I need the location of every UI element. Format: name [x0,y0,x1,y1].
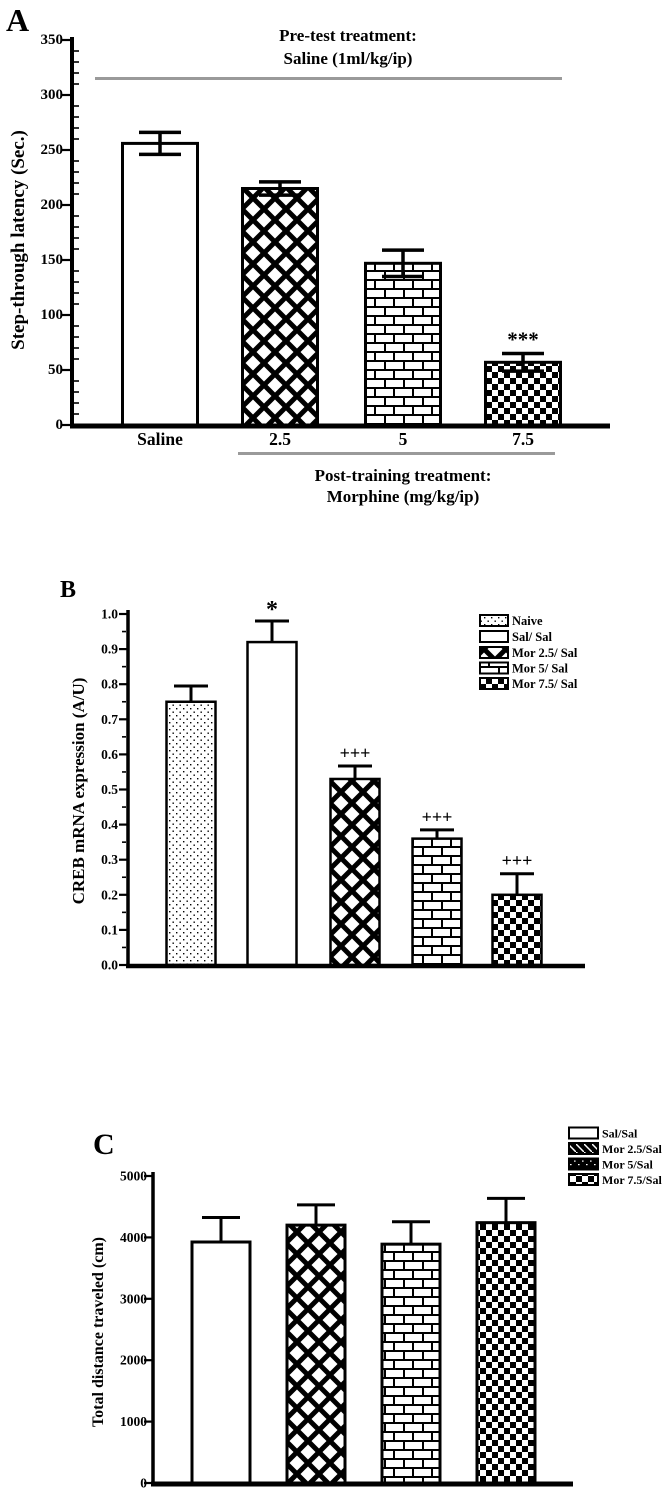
y-tick-label: 0.2 [101,887,118,903]
legend-swatch-naive [480,615,508,626]
x-category-label-7.5: 7.5 [512,429,534,449]
significance-marker: +++ [501,850,533,871]
error-bar-mor-2.5-sal [338,766,372,779]
error-bar-mor-5-sal [420,830,454,839]
legend-swatch-mor-5-sal [569,1159,598,1170]
panel-b-letter: B [60,577,77,603]
x-category-label-saline: Saline [137,429,183,449]
legend-label-mor-5-sal: Mor 5/Sal [602,1157,653,1172]
panel-c-y-ticks [120,1169,152,1491]
bar-saline [123,143,198,425]
legend-swatch-mor-7.5-sal [480,678,508,689]
error-bar-mor-2.5-sal [297,1205,335,1225]
y-tick-label: 250 [40,142,63,158]
error-bar-mor-5-sal [392,1222,430,1244]
legend-swatch-sal-sal [569,1128,598,1139]
y-tick-label: 0 [55,417,63,433]
bar-mor-5-sal [382,1244,440,1483]
error-bar-mor-7.5-sal [500,874,534,895]
y-tick-label: 2000 [120,1352,147,1368]
panel-a-y-axis-title: Step-through latency (Sec.) [8,130,29,350]
panel-a-title-line1: Pre-test treatment: [279,26,417,45]
y-tick-label: 0.9 [101,641,118,657]
y-tick-label: 150 [40,252,63,268]
panel-a [41,32,611,449]
panel-c [120,1127,662,1491]
panel-a-letter: A [6,2,30,38]
posttraining-group-rule [238,452,555,455]
legend-swatch-mor-7.5-sal [569,1174,598,1185]
bar-mor-2.5-sal [287,1225,345,1483]
bar-5 [366,263,441,425]
bar-2.5 [243,189,318,426]
x-category-label-2.5: 2.5 [269,429,291,449]
x-category-label-5: 5 [398,429,408,449]
y-tick-label: 0 [140,1475,147,1491]
y-tick-label: 300 [40,87,63,103]
y-tick-label: 1000 [120,1414,147,1430]
y-tick-label: 350 [40,32,63,48]
pretest-group-rule [95,77,562,80]
y-tick-label: 0.7 [101,711,118,727]
legend-label-mor-7.5-sal: Mor 7.5/ Sal [512,677,578,691]
panel-c-y-axis-title: Total distance traveled (cm) [90,1236,107,1428]
y-tick-label: 5000 [120,1168,147,1184]
bar-mor-2.5-sal [331,779,380,965]
y-tick-label: 100 [40,307,63,323]
panel-b-legend [480,614,578,691]
legend-label-sal-sal: Sal/ Sal [512,630,552,644]
legend-label-sal-sal: Sal/Sal [602,1126,638,1141]
bar-naive [167,702,216,965]
significance-marker: +++ [339,742,371,763]
significance-marker: +++ [421,806,453,827]
y-tick-label: 0.8 [101,676,118,692]
bar-mor-7.5-sal [477,1223,535,1483]
y-tick-label: 4000 [120,1229,147,1245]
panel-b-y-axis-title: CREB mRNA expression (A/U) [69,677,88,905]
legend-label-naive: Naive [512,614,543,628]
panel-b-y-ticks [101,607,127,973]
panel-a-title-line2: Saline (1ml/kg/ip) [283,49,413,68]
panel-b [101,597,585,972]
legend-swatch-mor-5-sal [480,663,508,674]
significance-marker: *** [507,327,539,352]
legend-swatch-mor-2.5-sal [569,1143,598,1154]
bar-mor-5-sal [413,839,462,965]
bar-mor-7.5-sal [493,895,542,965]
y-tick-label: 0.0 [101,957,118,973]
y-tick-label: 0.6 [101,746,118,762]
bar-sal-sal [192,1242,250,1483]
y-tick-label: 200 [40,197,63,213]
y-tick-label: 3000 [120,1291,147,1307]
error-bar-sal-sal [202,1217,240,1242]
panel-a-footer-line2: Morphine (mg/kg/ip) [326,487,480,506]
y-tick-label: 0.3 [101,852,118,868]
panel-a-footer-line1: Post-training treatment: [314,466,492,485]
bar-sal-sal [248,642,297,965]
y-tick-label: 50 [48,362,63,378]
panel-c-letter: C [93,1128,115,1161]
legend-label-mor-2.5-sal: Mor 2.5/Sal [602,1142,662,1156]
y-tick-label: 0.4 [101,817,118,833]
significance-marker: * [266,597,278,624]
panel-c-legend [569,1127,662,1188]
legend-label-mor-7.5-sal: Mor 7.5/Sal [602,1173,662,1187]
legend-swatch-sal-sal [480,631,508,642]
error-bar-naive [174,686,208,702]
y-tick-label: 0.5 [101,782,118,797]
y-tick-label: 0.1 [101,922,118,938]
error-bar-sal-sal [255,621,289,642]
legend-label-mor-2.5-sal: Mor 2.5/ Sal [512,646,578,660]
legend-swatch-mor-2.5-sal [480,647,508,658]
error-bar-mor-7.5-sal [487,1198,525,1222]
y-tick-label: 1.0 [101,606,118,622]
legend-label-mor-5-sal: Mor 5/ Sal [512,661,569,676]
